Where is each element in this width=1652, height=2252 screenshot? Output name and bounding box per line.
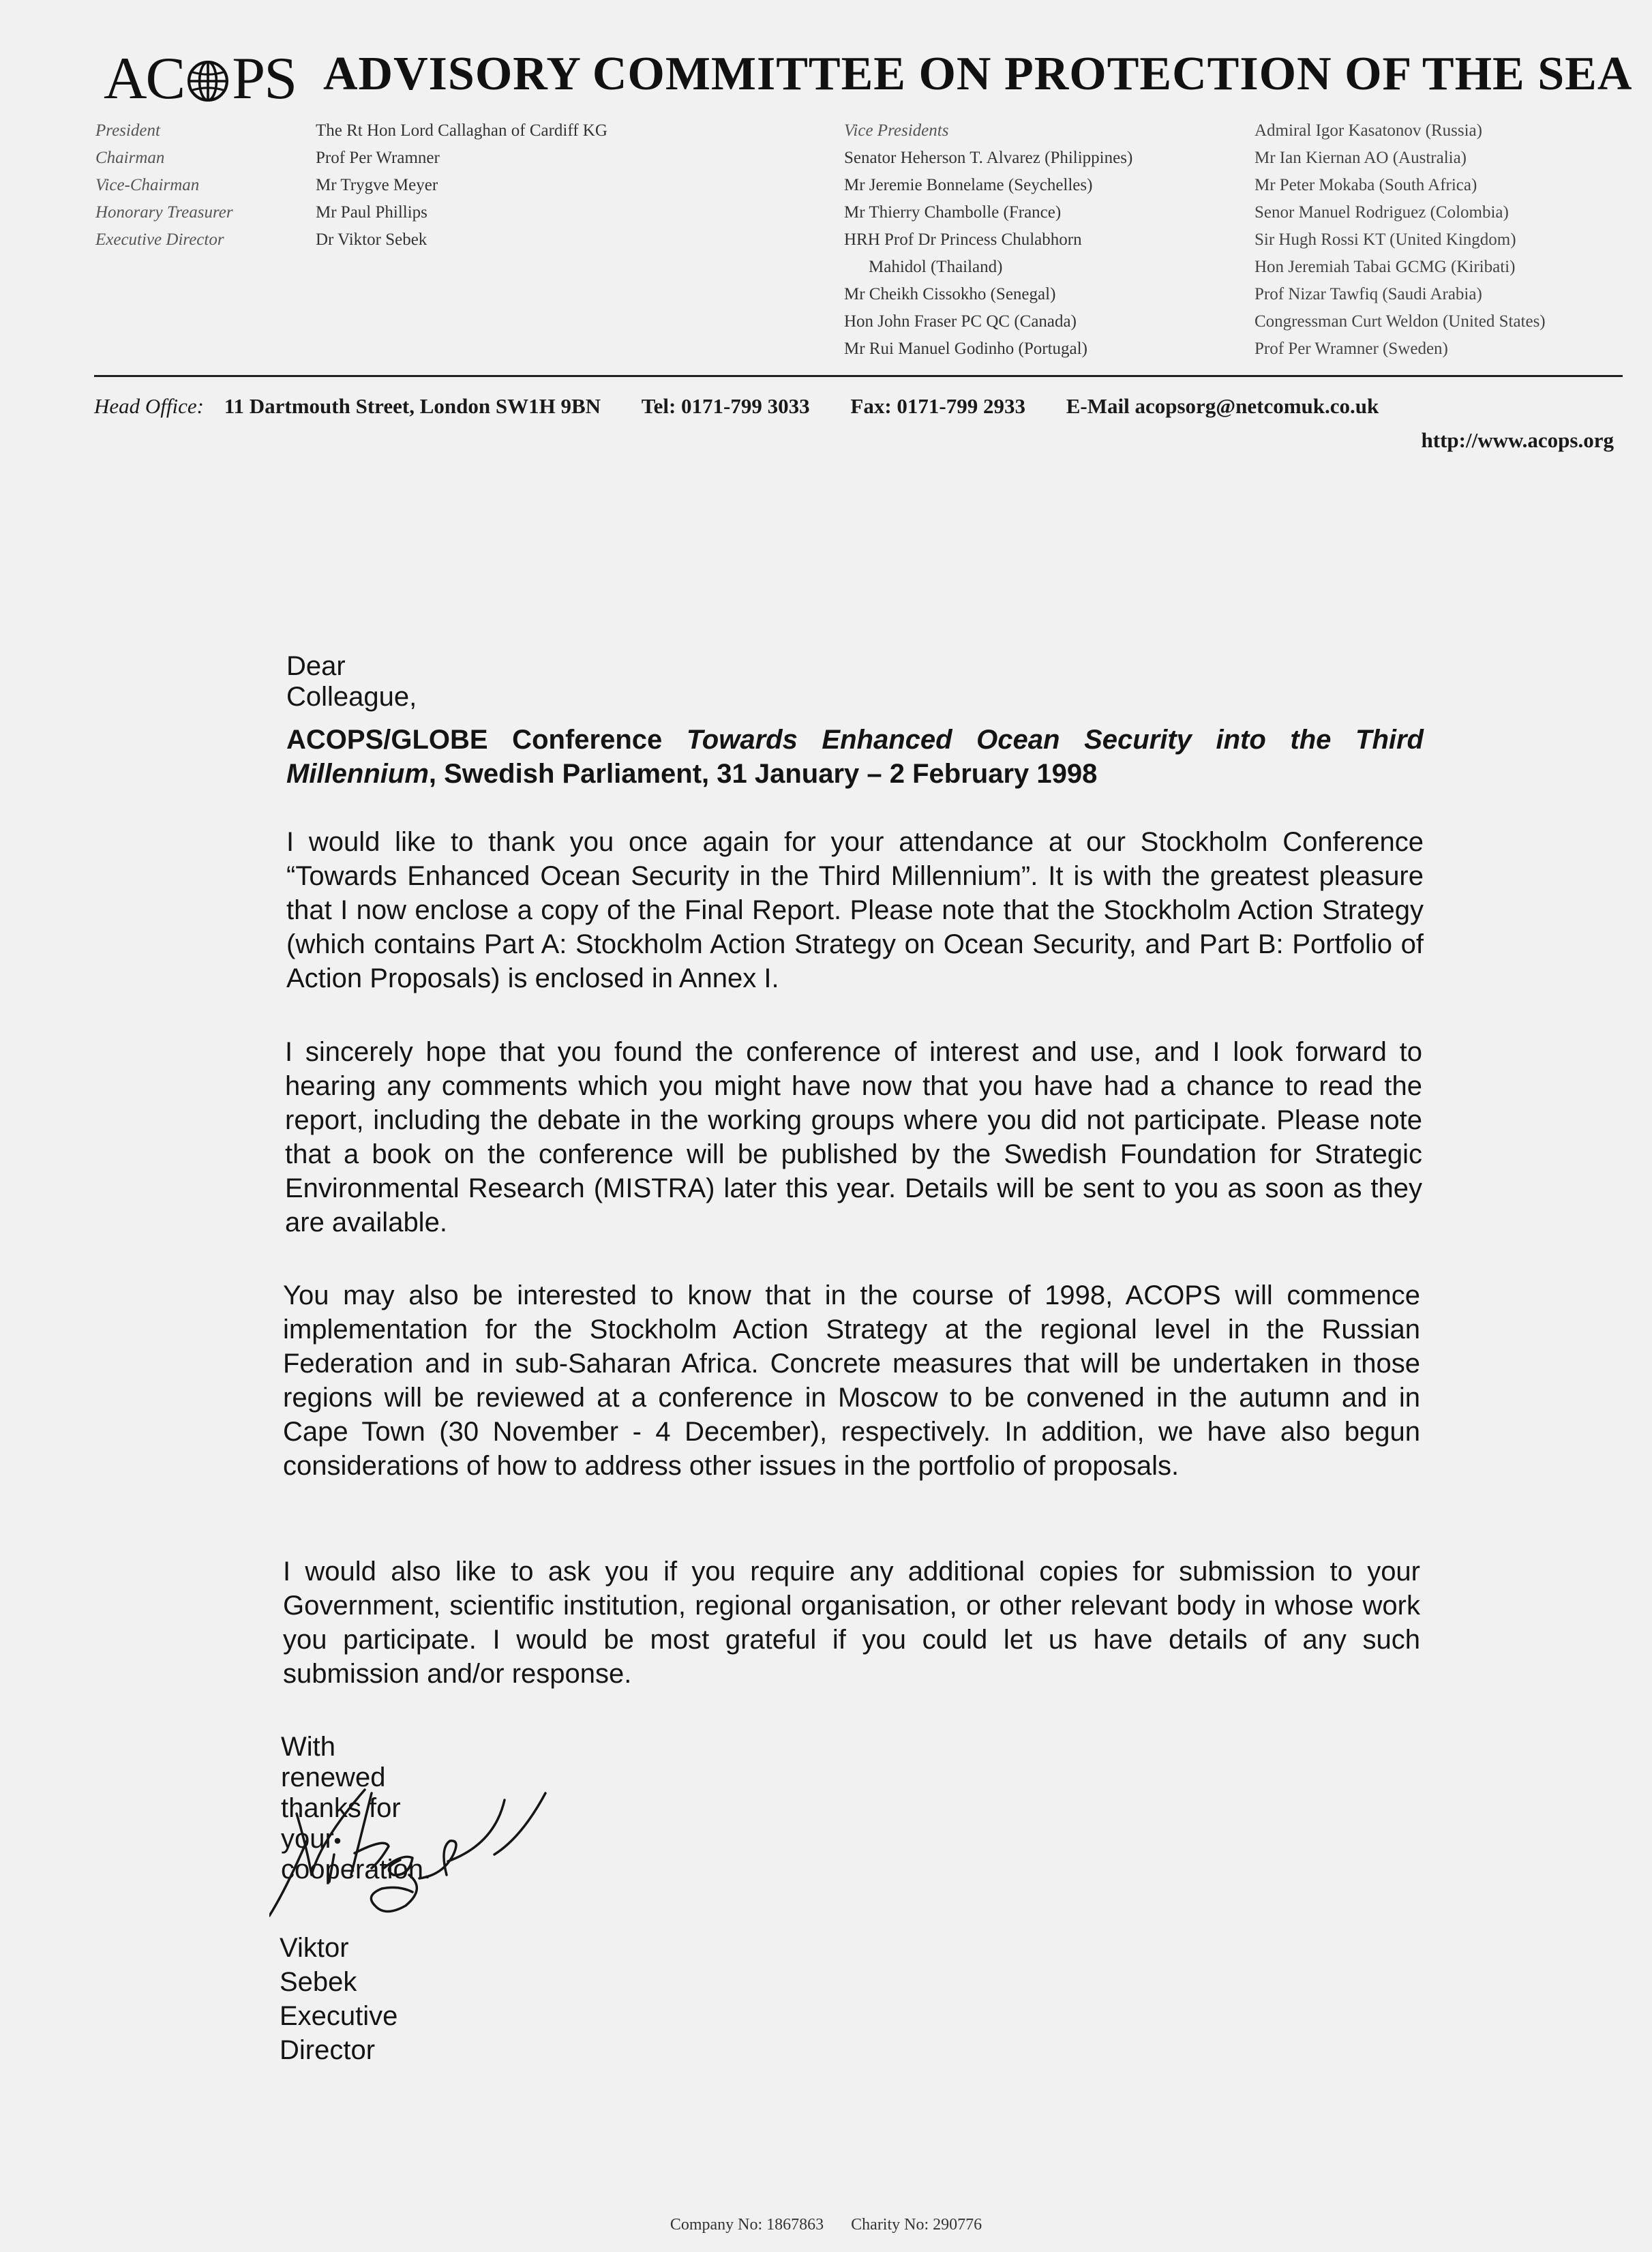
officer-name: Mr Trygve Meyer bbox=[316, 176, 438, 194]
vice-president-name: Prof Per Wramner (Sweden) bbox=[1255, 340, 1448, 358]
subject-italic-part: Towards Enhanced Ocean Security into the Third Millennium bbox=[286, 725, 1424, 789]
vice-president-name: Hon John Fraser PC QC (Canada) bbox=[844, 312, 1077, 331]
role-item: Honorary Treasurer bbox=[95, 203, 233, 222]
subject-line bbox=[286, 723, 1424, 791]
logo-text-left: AC bbox=[104, 46, 185, 112]
letterhead bbox=[0, 0, 1652, 477]
vice-president-name: Mr Rui Manuel Godinho (Portugal) bbox=[844, 340, 1087, 358]
vice-presidents-list-2 bbox=[1255, 117, 1546, 363]
role-item: Vice-Chairman bbox=[95, 176, 200, 194]
vice-president-name: Hon Jeremiah Tabai GCMG (Kiribati) bbox=[1255, 258, 1516, 276]
signer-block bbox=[280, 1931, 397, 2067]
vice-president-name: Mr Thierry Chambolle (France) bbox=[844, 203, 1062, 222]
vice-president-name: Mr Cheikh Cissokho (Senegal) bbox=[844, 285, 1056, 303]
paragraph-1: I would like to thank you once again for your attendance at our Stockholm Conference “Towards Enhanced Ocean Security in the Third Millennium”. It is with the greatest pleasure that I now enclose a copy of the Final Report. Please note that the Stockholm Action Strategy (which contains Part A: Stockholm Action Strategy on Ocean Security, and Part B: Portfolio of Action Proposals) is enclosed in Annex I. bbox=[286, 827, 1424, 993]
fax-number: Fax: 0171-799 2933 bbox=[850, 394, 1025, 418]
officer-name: Dr Viktor Sebek bbox=[316, 230, 427, 249]
vice-president-name: Sir Hugh Rossi KT (United Kingdom) bbox=[1255, 230, 1516, 249]
address-text: 11 Dartmouth Street, London SW1H 9BN bbox=[224, 394, 601, 418]
subject-bold-part: ACOPS/GLOBE Conference bbox=[286, 725, 687, 755]
roles-list bbox=[95, 117, 233, 254]
vice-president-name: Mahidol (Thailand) bbox=[869, 258, 1003, 276]
head-office-address bbox=[94, 394, 1615, 419]
officer-name: The Rt Hon Lord Callaghan of Cardiff KG bbox=[316, 121, 607, 140]
signer-name: Viktor Sebek bbox=[280, 1933, 357, 1997]
signature-image bbox=[269, 1773, 590, 1923]
vice-presidents-list bbox=[844, 117, 1132, 363]
vice-president-name: Senator Heherson T. Alvarez (Philippines) bbox=[844, 149, 1133, 167]
email-address[interactable]: E-Mail acopsorg@netcomuk.co.uk bbox=[1066, 394, 1379, 418]
role-item: Chairman bbox=[95, 149, 165, 167]
head-office-label: Head Office: bbox=[94, 394, 204, 418]
paragraph-3: You may also be interested to know that in the course of 1998, ACOPS will commence implementation for the Stockholm Action Strategy at the regional level in the Russian Federation and in sub-Saharan Africa. Concrete measures that will be undertaken in those regions will be reviewed at a conference in Moscow to be convened in the autumn and in Cape Town (30 November - 4 December), respectively. In addition, we have also begun considerations of how to address other issues in the portfolio of proposals. bbox=[283, 1280, 1420, 1481]
vice-president-name: Mr Peter Mokaba (South Africa) bbox=[1255, 176, 1477, 194]
vice-president-name: Mr Jeremie Bonnelame (Seychelles) bbox=[844, 176, 1093, 194]
vice-president-name: Prof Nizar Tawfiq (Saudi Arabia) bbox=[1255, 285, 1482, 303]
salutation: Dear Colleague, bbox=[286, 651, 417, 712]
paragraph-2: I sincerely hope that you found the conference of interest and use, and I look forward to hearing any comments which you might have now that you have had a chance to read the report, including the debate in the working groups where you did not participate. Please note that a book on the conference will be published by the Swedish Foundation for Strategic Environmental Research (MISTRA) later this year. Details will be sent to you as soon as they are available. bbox=[285, 1037, 1422, 1237]
vice-president-name: Congressman Curt Weldon (United States) bbox=[1255, 312, 1546, 331]
vice-president-name: Senor Manuel Rodriguez (Colombia) bbox=[1255, 203, 1509, 222]
role-item: President bbox=[95, 121, 160, 140]
logo-text-right: PS bbox=[232, 46, 297, 112]
letterhead-divider bbox=[94, 375, 1623, 377]
vice-president-name: Admiral Igor Kasatonov (Russia) bbox=[1255, 121, 1482, 140]
officers-list bbox=[316, 117, 607, 254]
organization-name: ADVISORY COMMITTEE ON PROTECTION OF THE SEA bbox=[323, 48, 1633, 100]
company-number: Company No: 1867863 bbox=[670, 2216, 824, 2234]
vice-president-name: HRH Prof Dr Princess Chulabhorn bbox=[844, 230, 1082, 249]
charity-number: Charity No: 290776 bbox=[851, 2216, 982, 2234]
footer-registration bbox=[0, 2216, 1652, 2234]
closing-line: With renewed thanks for your cooperation. bbox=[281, 1732, 432, 1885]
subject-bold-part-2: , Swedish Parliament, 31 January – 2 February 1998 bbox=[428, 759, 1098, 789]
globe-icon bbox=[187, 60, 229, 102]
website-link[interactable]: http://www.acops.org bbox=[1421, 428, 1614, 452]
vice-presidents-heading: Vice Presidents bbox=[844, 121, 949, 140]
role-item: Executive Director bbox=[95, 230, 224, 249]
vice-president-name: Mr Ian Kiernan AO (Australia) bbox=[1255, 149, 1467, 167]
telephone-number: Tel: 0171-799 3033 bbox=[641, 394, 810, 418]
acops-logo bbox=[104, 46, 297, 112]
signer-title: Executive Director bbox=[280, 2001, 398, 2065]
paragraph-4: I would also like to ask you if you require any additional copies for submission to your Government, scientific institution, regional organisation, or other relevant body in whose work you participate. I would be most grateful if you could let us have details of any such submission and/or response. bbox=[283, 1557, 1420, 1689]
officer-name: Prof Per Wramner bbox=[316, 149, 440, 167]
officer-name: Mr Paul Phillips bbox=[316, 203, 427, 222]
